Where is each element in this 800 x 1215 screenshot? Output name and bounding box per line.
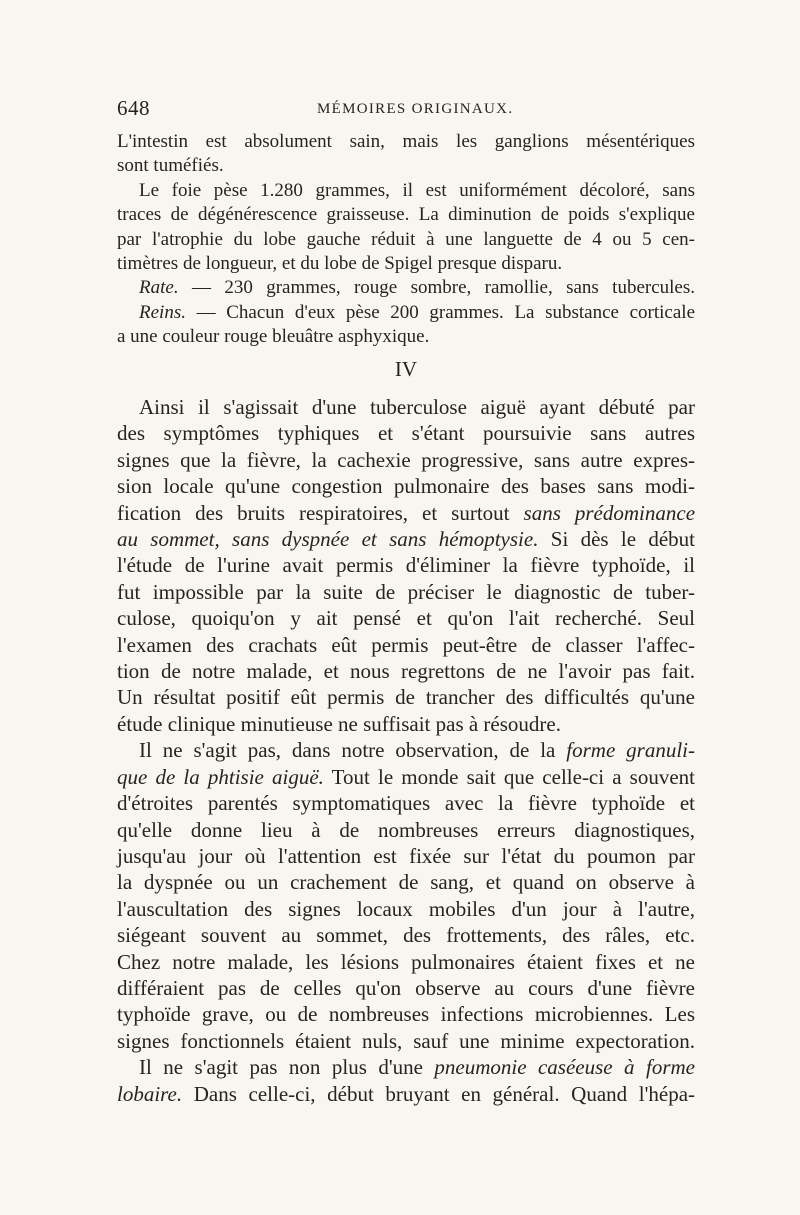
text-line: fut impossible par la suite de préciser le diagnostic de tuber- (117, 579, 695, 604)
text-line: sont tuméfiés. (117, 155, 224, 177)
text-line: l'examen des crachats eût permis peut-être de classer l'affec- (117, 632, 695, 657)
text-line: culose, quoiqu'on y ait pensé et qu'on l'ait recherché. Seul (117, 606, 695, 631)
italic-phrase: lobaire. (117, 1081, 183, 1106)
text-line: typhoïde grave, ou de nombreuses infections microbiennes. Les (117, 1002, 695, 1027)
italic-phrase: sans prédominance (523, 500, 696, 525)
italic-phrase: pneumonie caséeuse à forme (434, 1055, 695, 1080)
text-run: Si dès le début (550, 527, 696, 552)
section-number: IV (394, 357, 418, 381)
text-line (117, 276, 695, 300)
text-line (117, 1081, 695, 1107)
text-run: Dans celle-ci, début bruyant en général. Quand l'hépa- (193, 1081, 696, 1106)
text-line (117, 737, 695, 763)
text-line: Le foie pèse 1.280 grammes, il est uniformément décoloré, sans (139, 179, 695, 201)
text-line: signes fonctionnels étaient nuls, sauf une minime expectoration. (117, 1028, 695, 1053)
italic-phrase: que de la phtisie aiguë. (117, 764, 324, 789)
text-line: sion locale qu'une congestion pulmonaire des bases sans modi- (117, 474, 695, 499)
text-run: Il ne s'agit pas, dans notre observation, de la (139, 738, 556, 763)
text-line (117, 301, 695, 325)
text-run: Il ne s'agit pas non plus d'une (139, 1055, 423, 1080)
text-line: traces de dégénérescence graisseuse. La diminution de poids s'explique (117, 204, 695, 226)
text-line: différaient pas de celles qu'on observe au cours d'une fièvre (117, 975, 695, 1000)
page-header (117, 96, 695, 126)
text-line (117, 526, 695, 552)
text-line: Un résultat positif eût permis de trancher des difficultés qu'une (117, 685, 695, 710)
running-head: MÉMOIRES ORIGINAUX. (317, 101, 514, 117)
text-line: d'étroites parentés symptomatiques avec la fièvre typhoïde et (117, 791, 695, 816)
page-number: 648 (117, 96, 150, 120)
italic-phrase: au sommet, sans dyspnée et sans hémoptysie. (117, 527, 539, 552)
autopsy-findings-section (117, 130, 695, 350)
text-line (117, 1054, 695, 1080)
text-line: par l'atrophie du lobe gauche réduit à une languette de 4 ou 5 cen- (117, 228, 695, 250)
discussion-section (117, 394, 695, 1107)
text-line: l'étude de l'urine avait permis d'éliminer la fièvre typhoïde, il (117, 553, 695, 578)
reins-label: Reins. (139, 301, 186, 323)
rate-text: — 230 grammes, rouge sombre, ramollie, sans tubercules. (191, 277, 695, 299)
text-line (117, 500, 695, 526)
text-line: timètres de longueur, et du lobe de Spigel presque disparu. (117, 253, 563, 275)
text-line: jusqu'au jour où l'attention est fixée sur l'état du poumon par (117, 843, 695, 868)
text-line: a une couleur rouge bleuâtre asphyxique. (117, 326, 430, 348)
italic-phrase: forme granuli- (566, 738, 696, 763)
reins-text: — Chacun d'eux pèse 200 grammes. La substance corticale (196, 301, 696, 323)
text-line: L'intestin est absolument sain, mais les ganglions mésentériques (117, 131, 695, 152)
text-line: l'auscultation des signes locaux mobiles d'un jour à l'autre, (117, 896, 695, 921)
text-line (117, 764, 695, 790)
text-line: siégeant souvent au sommet, des frottements, des râles, etc. (117, 923, 695, 948)
text-line: qu'elle donne lieu à de nombreuses erreurs diagnostiques, (117, 817, 695, 842)
rate-label: Rate. (139, 277, 179, 299)
text-line: Chez notre malade, les lésions pulmonaires étaient fixes et ne (117, 949, 695, 974)
text-line: Ainsi il s'agissait d'une tuberculose aiguë ayant débuté par (139, 395, 695, 419)
text-line: tion de notre malade, et nous regrettons de ne l'avoir pas fait. (117, 659, 695, 684)
text-line: étude clinique minutieuse ne suffisait pas à résoudre. (117, 711, 561, 736)
text-line: des symptômes typhiques et s'étant poursuivie sans autres (117, 421, 695, 446)
text-run: Tout le monde sait que celle-ci a souvent (331, 764, 696, 789)
text-run: fication des bruits respiratoires, et surtout (117, 500, 510, 525)
text-line: la dyspnée ou un crachement de sang, et quand on observe à (117, 870, 695, 895)
text-line: signes que la fièvre, la cachexie progressive, sans autre expres- (117, 447, 695, 472)
